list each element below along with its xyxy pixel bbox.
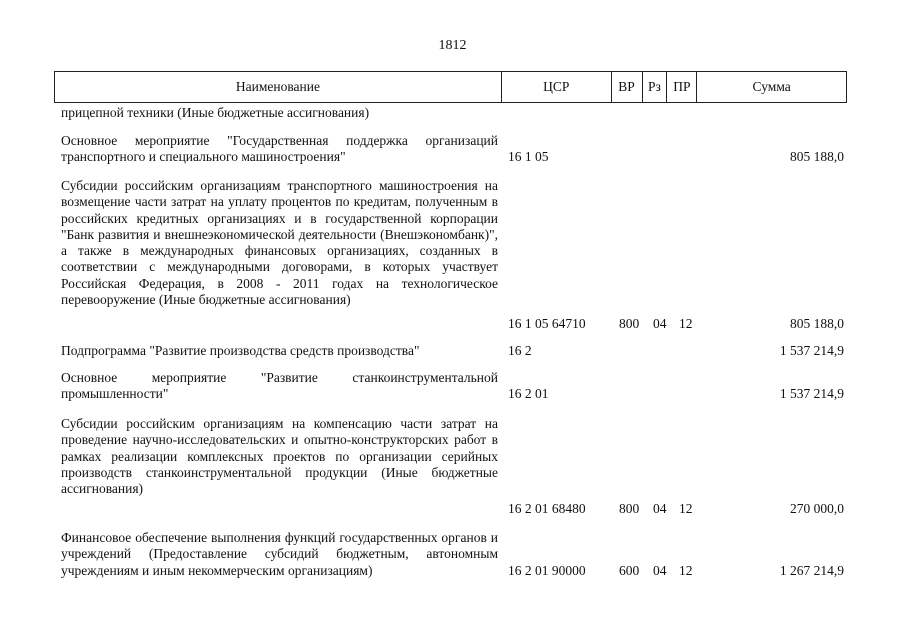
- table-header: [54, 71, 847, 103]
- header-vr: ВР: [612, 72, 643, 102]
- header-name: Наименование: [55, 72, 502, 102]
- header-csr: ЦСР: [502, 72, 612, 102]
- row-name: Финансовое обеспечение выполнения функций государственных органов и учреждений (Предоставление субсидий бюджетным, автономным учреждениям и иным некоммерческим организациям): [61, 530, 498, 578]
- row-pr: 12: [679, 563, 693, 578]
- row-name: Основное мероприятие "Государственная поддержка организаций транспортного и специального машиностроения": [61, 133, 498, 165]
- row-name: прицепной техники (Иные бюджетные ассигнования): [61, 105, 370, 120]
- row-pr: 12: [679, 316, 693, 331]
- row-sum: 1 267 214,9: [779, 563, 844, 578]
- row-name: Субсидии российским организациям транспортного машиностроения на возмещение части затрат на уплату процентов по кредитам, полученным в российских кредитных организациях и в государственной корпорации "Банк развития и внешнеэкономической деятельности (Внешэкономбанк)", а также в международных финансовых организациях, созданных в соответствии с международными договорами, в которых участвует Российская Федерация, в 2008 - 2011 годах на технологическое перевооружение (Иные бюджетные ассигнования): [61, 178, 498, 308]
- page-number: 1812: [438, 38, 467, 53]
- row-sum: 270 000,0: [790, 501, 844, 516]
- row-vr: 800: [619, 316, 640, 331]
- row-vr: 600: [619, 563, 640, 578]
- header-sum: Сумма: [752, 79, 791, 94]
- row-csr: 16 2 01: [508, 386, 549, 401]
- row-rz: 04: [653, 501, 667, 516]
- row-sum: 805 188,0: [790, 316, 844, 331]
- row-csr: 16 1 05 64710: [508, 316, 586, 331]
- row-name: Подпрограмма "Развитие производства средств производства": [61, 343, 420, 358]
- row-sum: 1 537 214,9: [779, 386, 844, 401]
- row-vr: 800: [619, 501, 640, 516]
- row-name: Основное мероприятие "Развитие станкоинструментальной промышленности": [61, 370, 498, 402]
- row-csr: 16 2 01 90000: [508, 563, 586, 578]
- header-pr: ПР: [667, 72, 697, 102]
- row-sum: 805 188,0: [790, 149, 844, 164]
- row-csr: 16 2: [508, 343, 532, 358]
- row-csr: 16 1 05: [508, 149, 549, 164]
- header-rz: Рз: [643, 72, 668, 102]
- row-sum: 1 537 214,9: [779, 343, 844, 358]
- row-name: Субсидии российским организациям на компенсацию части затрат на проведение научно-исследовательских и опытно-конструкторских работ в рамках реализации комплексных проектов по организации серийных производств станкоинструментальной продукции (Иные бюджетные ассигнования): [61, 416, 498, 497]
- row-pr: 12: [679, 501, 693, 516]
- row-rz: 04: [653, 563, 667, 578]
- row-csr: 16 2 01 68480: [508, 501, 586, 516]
- row-rz: 04: [653, 316, 667, 331]
